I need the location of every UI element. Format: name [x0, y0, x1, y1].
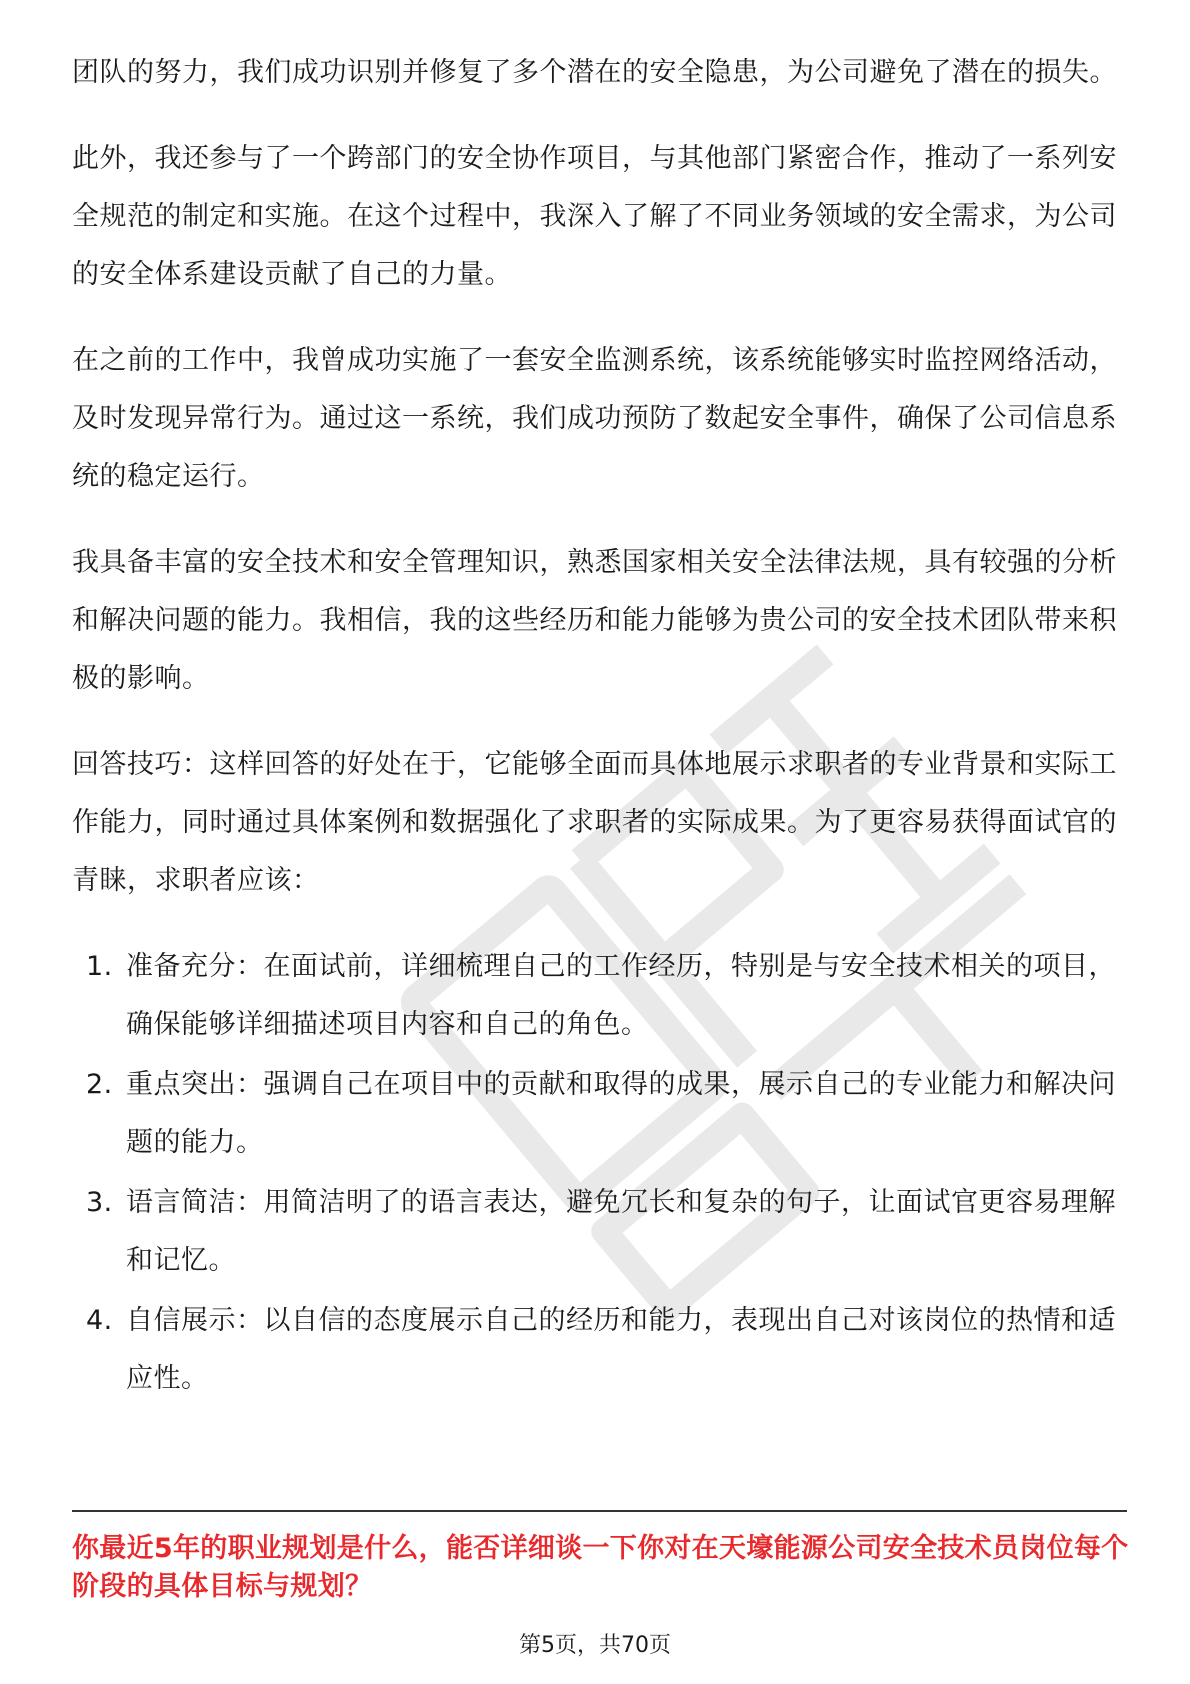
paragraph-3: 在之前的工作中，我曾成功实施了一套安全监测系统，该系统能够实时监控网络活动，及时发现异常行为。通过这一系统，我们成功预防了数起安全事件，确保了公司信息系统的稳定运行。 — [72, 345, 1117, 492]
content-area — [72, 44, 1132, 1410]
list-item-number: 3. — [86, 1187, 113, 1218]
paragraph-1: 团队的努力，我们成功识别并修复了多个潜在的安全隐患，为公司避免了潜在的损失。 — [72, 57, 1117, 88]
list-item-text: 准备充分：在面试前，详细梳理自己的工作经历，特别是与安全技术相关的项目，确保能够详细描述项目内容和自己的角色。 — [126, 951, 1116, 1040]
list-item-text: 重点突出：强调自己在项目中的贡献和取得的成果，展示自己的专业能力和解决问题的能力。 — [126, 1069, 1116, 1158]
paragraph-4: 我具备丰富的安全技术和安全管理知识，熟悉国家相关安全法律法规，具有较强的分析和解决问题的能力。我相信，我的这些经历和能力能够为贵公司的安全技术团队带来积极的影响。 — [72, 547, 1117, 694]
tips-list — [72, 938, 1132, 1408]
watermark-text: 职场密码 — [728, 950, 732, 951]
list-item-number: 4. — [86, 1305, 113, 1336]
page-footer — [0, 1632, 1190, 1660]
list-item-text: 自信展示：以自信的态度展示自己的经历和能力，表现出自己对该岗位的热情和适应性。 — [126, 1305, 1116, 1394]
page-number: 第5页，共70页 — [519, 1633, 671, 1658]
list-item — [72, 1056, 1132, 1172]
next-question-heading: 你最近5年的职业规划是什么，能否详细谈一下你对在天壕能源公司安全技术员岗位每个阶段的具体目标与规划？ — [72, 1533, 1129, 1602]
list-item — [72, 938, 1132, 1054]
list-item — [72, 1174, 1132, 1290]
paragraph-answer-tips: 回答技巧：这样回答的好处在于，它能够全面而具体地展示求职者的专业背景和实际工作能力，同时通过具体案例和数据强化了求职者的实际成果。为了更容易获得面试官的青睐，求职者应该： — [72, 749, 1117, 896]
list-item — [72, 1292, 1132, 1408]
paragraph-2: 此外，我还参与了一个跨部门的安全协作项目，与其他部门紧密合作，推动了一系列安全规范的制定和实施。在这个过程中，我深入了解了不同业务领域的安全需求，为公司的安全体系建设贡献了自己的力量。 — [72, 143, 1117, 290]
list-item-text: 语言简洁：用简洁明了的语言表达，避免冗长和复杂的句子，让面试官更容易理解和记忆。 — [126, 1187, 1116, 1276]
list-item-number: 2. — [86, 1069, 113, 1100]
section-divider — [72, 1510, 1127, 1512]
list-item-number: 1. — [86, 951, 113, 982]
